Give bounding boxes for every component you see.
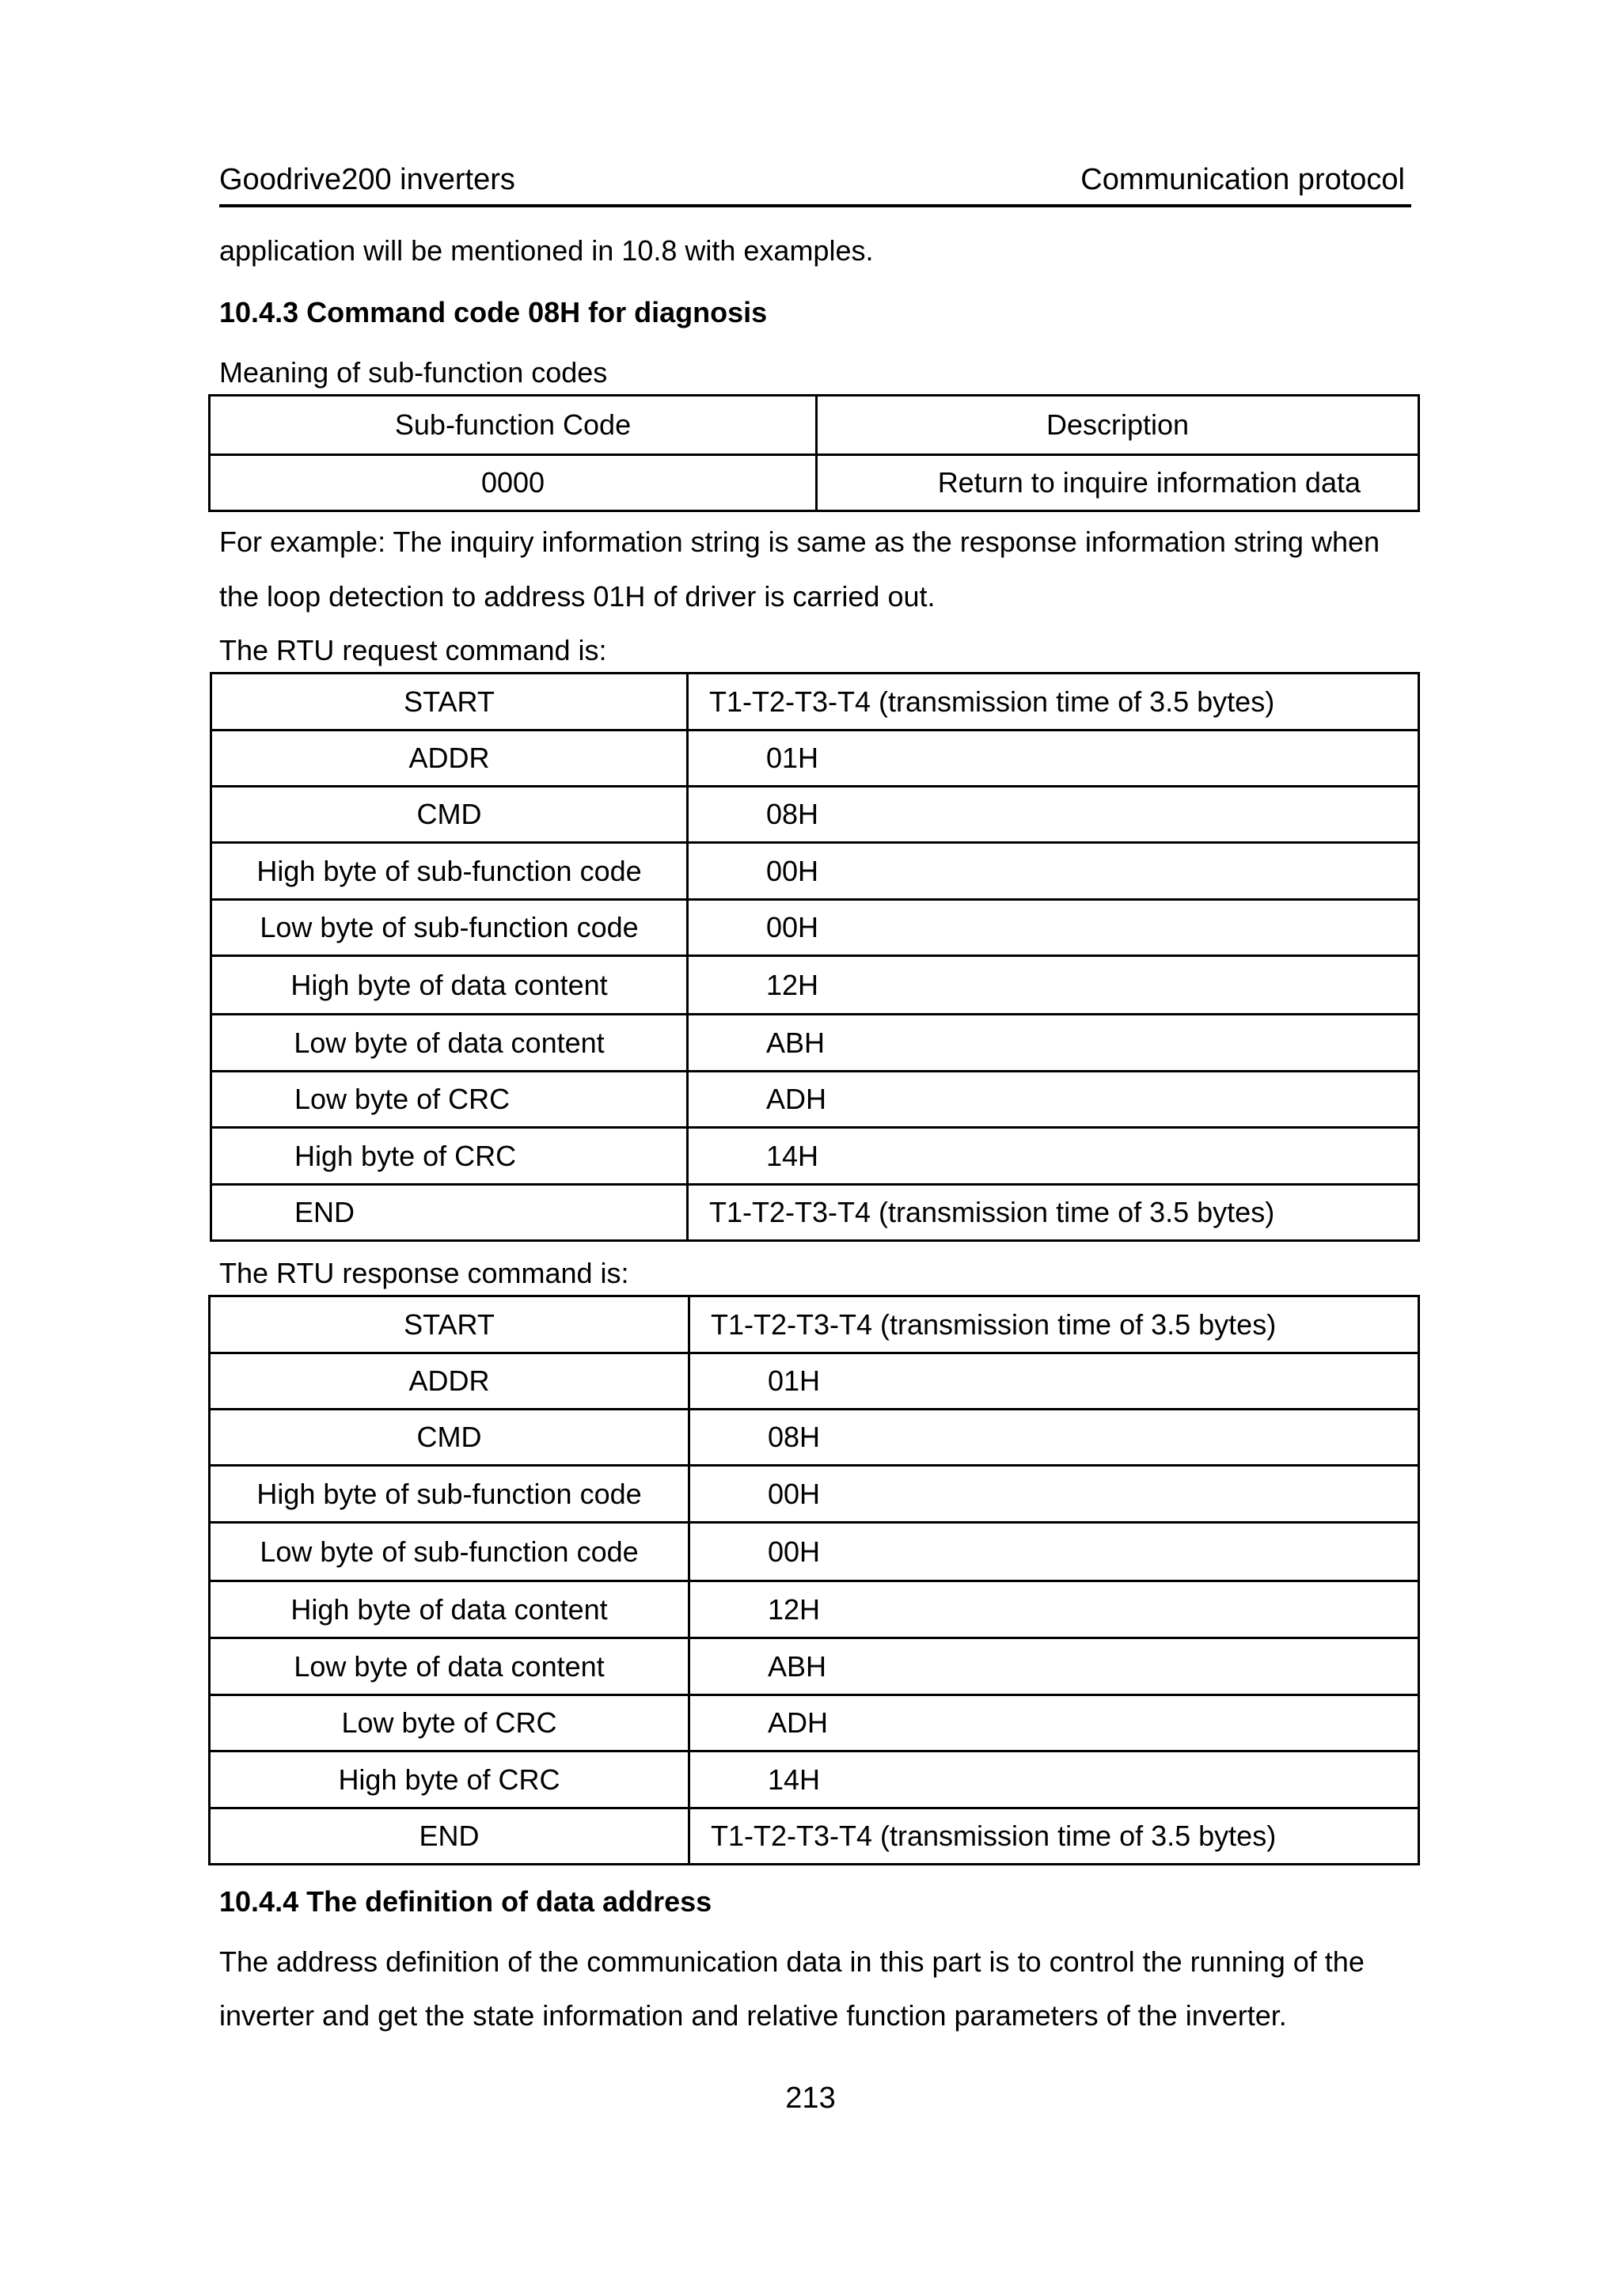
table-cell: T1-T2-T3-T4 (transmission time of 3.5 bytes) xyxy=(688,674,1419,731)
table-cell: 00H xyxy=(689,1523,1419,1581)
table-cell: Return to inquire information data xyxy=(817,455,1419,511)
table-cell: High byte of CRC xyxy=(211,1128,688,1185)
table-cell: High byte of data content xyxy=(211,956,688,1015)
table-cell: 08H xyxy=(688,787,1419,843)
table-row xyxy=(210,1638,1419,1695)
page-number: 213 xyxy=(785,2082,836,2115)
rtu-request-table xyxy=(210,672,1420,1242)
table-cell: ABH xyxy=(689,1638,1419,1695)
table-cell: High byte of sub-function code xyxy=(210,1466,689,1523)
section-1043-title: 10.4.3 Command code 08H for diagnosis xyxy=(219,296,768,328)
table-cell: ADDR xyxy=(211,731,688,787)
table-row xyxy=(210,1466,1419,1523)
table-row xyxy=(210,1523,1419,1581)
table-cell: Low byte of CRC xyxy=(211,1072,688,1128)
example-line-2: the loop detection to address 01H of driver is carried out. xyxy=(219,580,936,613)
table-cell: CMD xyxy=(211,787,688,843)
table-row xyxy=(211,731,1419,787)
table-row xyxy=(211,787,1419,843)
table-cell: High byte of data content xyxy=(210,1581,689,1638)
table-cell: High byte of CRC xyxy=(210,1751,689,1808)
table-cell: 14H xyxy=(688,1128,1419,1185)
table-cell: 00H xyxy=(688,843,1419,900)
request-label: The RTU request command is: xyxy=(219,634,607,666)
table-header-row xyxy=(210,396,1419,455)
table-cell: High byte of sub-function code xyxy=(211,843,688,900)
table-cell: Low byte of sub-function code xyxy=(210,1523,689,1581)
page-header xyxy=(219,163,1411,207)
table-cell: END xyxy=(210,1808,689,1865)
table-cell: ADH xyxy=(688,1072,1419,1128)
section-1044-para-line-2: inverter and get the state information and relative function parameters of the inverter. xyxy=(219,1999,1287,2032)
table-row xyxy=(210,1808,1419,1865)
table-cell: 01H xyxy=(689,1353,1419,1410)
table-cell: T1-T2-T3-T4 (transmission time of 3.5 bytes) xyxy=(689,1808,1419,1865)
response-label: The RTU response command is: xyxy=(219,1257,629,1289)
table-row xyxy=(211,956,1419,1015)
table-row xyxy=(210,1695,1419,1751)
table-row xyxy=(210,455,1419,511)
table-row xyxy=(210,1353,1419,1410)
table-cell: 08H xyxy=(689,1410,1419,1466)
table-cell: 00H xyxy=(688,900,1419,956)
section-1044-title: 10.4.4 The definition of data address xyxy=(219,1885,712,1918)
table-cell: 01H xyxy=(688,731,1419,787)
table-cell: T1-T2-T3-T4 (transmission time of 3.5 bytes) xyxy=(688,1185,1419,1241)
table-row xyxy=(210,1581,1419,1638)
table-row xyxy=(210,1410,1419,1466)
table-cell: 0000 xyxy=(210,455,817,511)
table-cell: 12H xyxy=(688,956,1419,1015)
table-header-cell: Sub-function Code xyxy=(210,396,817,455)
table-row xyxy=(211,1072,1419,1128)
example-line-1: For example: The inquiry information string is same as the response information string when xyxy=(219,526,1380,558)
table-cell: END xyxy=(211,1185,688,1241)
header-left-title: Goodrive200 inverters xyxy=(219,163,515,196)
table-row xyxy=(211,1015,1419,1072)
table-row xyxy=(211,1185,1419,1241)
subfunction-caption: Meaning of sub-function codes xyxy=(219,356,608,389)
section-1044-para-line-1: The address definition of the communication data in this part is to control the running of the xyxy=(219,1945,1365,1978)
table-row xyxy=(211,674,1419,731)
intro-line: application will be mentioned in 10.8 with examples. xyxy=(219,234,874,267)
subfunction-table xyxy=(208,394,1420,512)
table-cell: ADH xyxy=(689,1695,1419,1751)
table-row xyxy=(211,900,1419,956)
table-cell: Low byte of CRC xyxy=(210,1695,689,1751)
table-row xyxy=(210,1296,1419,1353)
table-row xyxy=(211,1128,1419,1185)
table-cell: Low byte of data content xyxy=(211,1015,688,1072)
table-cell: 14H xyxy=(689,1751,1419,1808)
rtu-response-table xyxy=(208,1295,1420,1865)
table-cell: Low byte of sub-function code xyxy=(211,900,688,956)
table-cell: Low byte of data content xyxy=(210,1638,689,1695)
table-cell: ADDR xyxy=(210,1353,689,1410)
table-cell: T1-T2-T3-T4 (transmission time of 3.5 bytes) xyxy=(689,1296,1419,1353)
table-cell: START xyxy=(210,1296,689,1353)
table-cell: CMD xyxy=(210,1410,689,1466)
table-header-cell: Description xyxy=(817,396,1419,455)
header-right-title: Communication protocol xyxy=(1080,163,1405,196)
table-cell: 12H xyxy=(689,1581,1419,1638)
table-row xyxy=(210,1751,1419,1808)
table-cell: START xyxy=(211,674,688,731)
table-cell: ABH xyxy=(688,1015,1419,1072)
table-row xyxy=(211,843,1419,900)
table-cell: 00H xyxy=(689,1466,1419,1523)
